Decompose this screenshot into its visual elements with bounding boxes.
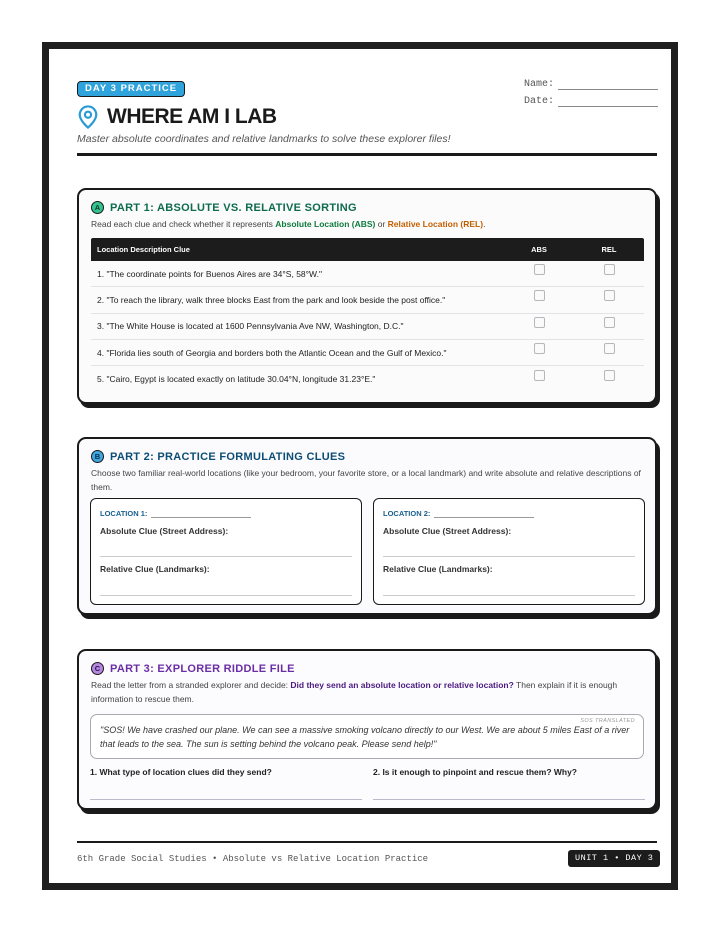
clue-text: 1. "The coordinate points for Buenos Aires are 34°S, 58°W." <box>97 268 322 279</box>
part1-card <box>77 188 657 404</box>
table-row <box>91 314 644 340</box>
part2-marker: B <box>91 450 104 463</box>
relative-clue-line[interactable] <box>100 595 352 596</box>
col-abs: ABS <box>531 245 547 254</box>
answer-1-line[interactable] <box>90 799 362 800</box>
footer-divider <box>77 841 657 843</box>
relative-clue-label: Relative Clue (Landmarks): <box>383 564 493 574</box>
day-badge: DAY 3 PRACTICE <box>77 81 185 97</box>
header-divider <box>77 153 657 156</box>
part2-title: PART 2: PRACTICE FORMULATING CLUES <box>110 450 346 463</box>
part1-marker: A <box>91 201 104 214</box>
table-header <box>91 238 644 261</box>
name-line[interactable] <box>558 79 658 90</box>
rel-checkbox[interactable] <box>604 317 615 328</box>
part3-card <box>77 649 657 810</box>
clue-text: 2. "To reach the library, walk three blocks East from the park and look beside the post office." <box>97 294 446 305</box>
part3-title: PART 3: EXPLORER RIDDLE FILE <box>110 662 295 675</box>
date-field[interactable] <box>524 96 658 107</box>
title-row <box>77 105 277 129</box>
sorting-table <box>91 238 644 392</box>
rel-checkbox[interactable] <box>604 264 615 275</box>
name-label: Name: <box>524 79 555 90</box>
worksheet-page <box>42 42 678 890</box>
letter-text: "SOS! We have crashed our plane. We can see a massive smoking volcano directly to our West. We are about 5 miles East of a river that leads to the sea. The sun is setting behind the volcano peak. Please send help!" <box>100 725 630 749</box>
part1-title: PART 1: ABSOLUTE VS. RELATIVE SORTING <box>110 201 357 214</box>
location-1-header <box>100 509 251 518</box>
answer-2-line[interactable] <box>373 799 645 800</box>
relative-clue-line[interactable] <box>383 595 635 596</box>
abs-checkbox[interactable] <box>534 370 545 381</box>
page-subtitle: Master absolute coordinates and relative landmarks to solve these explorer files! <box>77 133 451 145</box>
date-line[interactable] <box>558 96 658 107</box>
clue-text: 5. "Cairo, Egypt is located exactly on latitude 30.04°N, longitude 31.23°E." <box>97 374 376 385</box>
location-2-header <box>383 509 534 518</box>
col-clue: Location Description Clue <box>97 245 190 254</box>
name-field[interactable] <box>524 79 658 90</box>
location-2-label: LOCATION 2: <box>383 509 431 518</box>
letter-tag: SOS TRANSLATED <box>580 718 635 724</box>
location-1-label: LOCATION 1: <box>100 509 148 518</box>
explorer-letter <box>90 714 644 759</box>
table-row <box>91 340 644 366</box>
rel-checkbox[interactable] <box>604 370 615 381</box>
part2-header <box>91 450 345 463</box>
table-row <box>91 366 644 392</box>
footer-text: 6th Grade Social Studies • Absolute vs Relative Location Practice <box>77 854 429 864</box>
relative-clue-label: Relative Clue (Landmarks): <box>100 564 210 574</box>
abs-checkbox[interactable] <box>534 317 545 328</box>
question-1: 1. What type of location clues did they send? <box>90 767 272 777</box>
part2-description: Choose two familiar real-world locations (like your bedroom, your favorite store, or a local landmark) and write absolute and relative descriptions of them. <box>91 468 641 492</box>
unit-badge: UNIT 1 • DAY 3 <box>568 850 660 867</box>
absolute-clue-line[interactable] <box>100 556 352 557</box>
table-row <box>91 287 644 313</box>
absolute-clue-label: Absolute Clue (Street Address): <box>383 526 512 536</box>
page-title: WHERE AM I LAB <box>107 105 277 128</box>
location-2-box <box>373 498 645 605</box>
clue-text: 4. "Florida lies south of Georgia and borders both the Atlantic Ocean and the Gulf of Mexico." <box>97 347 447 358</box>
abs-checkbox[interactable] <box>534 290 545 301</box>
location-2-name-line[interactable] <box>434 510 534 518</box>
part1-header <box>91 201 357 214</box>
part3-header <box>91 662 295 675</box>
question-2: 2. Is it enough to pinpoint and rescue them? Why? <box>373 767 578 777</box>
part1-description: Read each clue and check whether it represents Absolute Location (ABS) or Relative Location (REL). <box>91 219 486 229</box>
location-1-name-line[interactable] <box>151 510 251 518</box>
abs-checkbox[interactable] <box>534 264 545 275</box>
date-label: Date: <box>524 96 555 107</box>
absolute-clue-label: Absolute Clue (Street Address): <box>100 526 229 536</box>
map-pin-icon <box>77 105 99 129</box>
clue-text: 3. "The White House is located at 1600 Pennsylvania Ave NW, Washington, D.C." <box>97 321 404 332</box>
part3-marker: C <box>91 662 104 675</box>
part2-card <box>77 437 657 615</box>
part3-description: Read the letter from a stranded explorer and decide: Did they send an absolute location or relative location? Then explain if it is enough information to rescue them. <box>91 680 618 704</box>
col-rel: REL <box>601 245 617 254</box>
abs-checkbox[interactable] <box>534 343 545 354</box>
table-row <box>91 261 644 287</box>
rel-checkbox[interactable] <box>604 290 615 301</box>
rel-checkbox[interactable] <box>604 343 615 354</box>
location-1-box <box>90 498 362 605</box>
absolute-clue-line[interactable] <box>383 556 635 557</box>
